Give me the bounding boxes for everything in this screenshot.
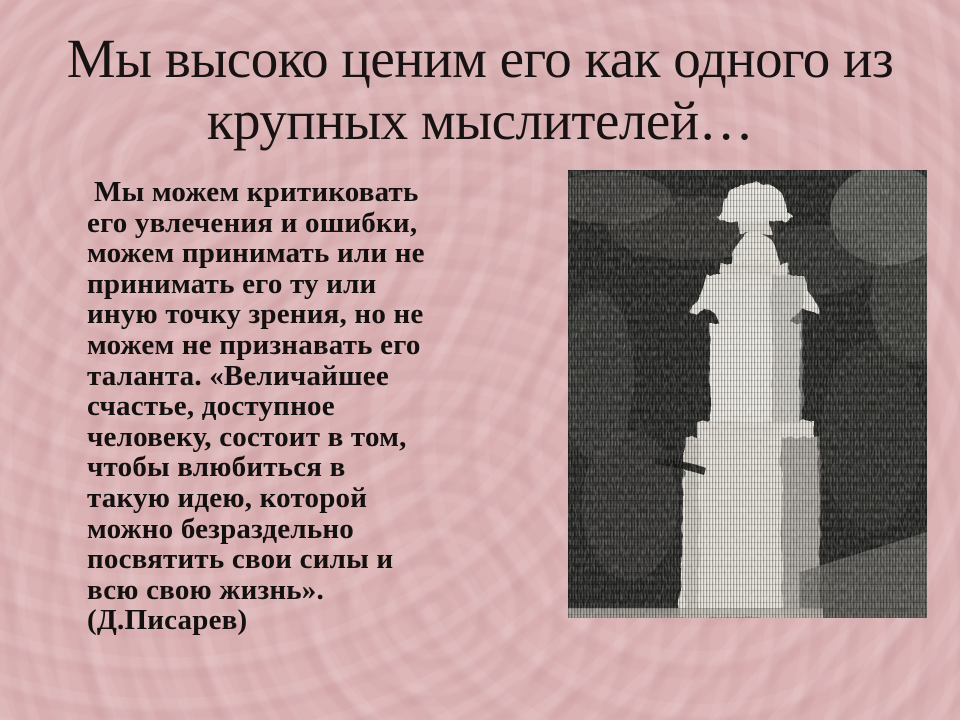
quote-line: можно безраздельно (87, 512, 354, 545)
photo-grain (568, 170, 927, 618)
monument-photo (568, 170, 927, 618)
quote-line: счастье, доступное (87, 390, 335, 423)
quote-line: чтобы влюбиться в (87, 451, 346, 484)
quote-line: всю свою жизнь». (87, 573, 324, 606)
quote-line: такую идею, которой (87, 481, 368, 514)
title-line-2: крупных мыслителей… (206, 90, 754, 151)
quote-line: можем не признавать его (87, 328, 421, 361)
quote-line: принимать его ту или (87, 267, 377, 300)
quote-line: его увлечения и ошибки, (87, 206, 418, 239)
quote-line: таланта. «Величайшее (87, 359, 389, 392)
quote-line: иную точку зрения, но не (87, 298, 424, 331)
slide-title (0, 28, 960, 152)
title-line-1: Мы высоко ценим его как одного из (66, 28, 894, 89)
monument-photo-graphic (568, 170, 927, 618)
quote-line: человеку, состоит в том, (87, 420, 407, 453)
quote-line: посвятить свои силы и (87, 543, 394, 576)
quote-line: можем принимать или не (87, 237, 425, 270)
quote-line: (Д.Писарев) (87, 604, 248, 637)
quote-paragraph (87, 177, 547, 636)
quote-line: Мы можем критиковать (94, 176, 419, 208)
